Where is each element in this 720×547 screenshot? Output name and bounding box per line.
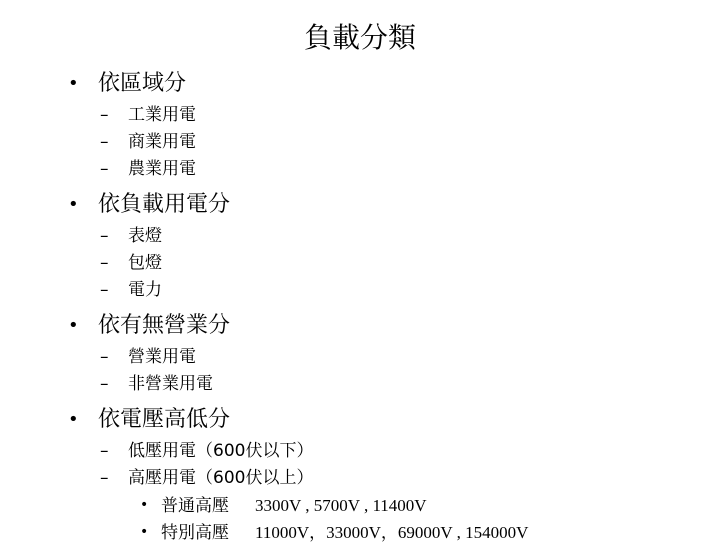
- sub-list-item: [64, 492, 704, 519]
- section-load: [64, 187, 704, 304]
- dash-icon: –: [100, 441, 109, 461]
- bullet-icon: •: [68, 194, 79, 215]
- section-heading: [64, 187, 704, 223]
- bullet-icon: •: [68, 73, 79, 94]
- list-item: – 包燈: [64, 250, 704, 277]
- section-voltage: [64, 402, 704, 546]
- heading-text: 依區域分: [98, 71, 187, 96]
- dash-icon: –: [100, 347, 109, 367]
- list-item: – 營業用電: [64, 344, 704, 371]
- dash-icon: –: [100, 374, 109, 394]
- bullet-icon: •: [140, 497, 149, 513]
- section-heading: [64, 66, 704, 102]
- voltage-class-label: 特別高壓: [161, 523, 229, 543]
- heading-text: 依負載用電分: [98, 192, 231, 217]
- bullet-icon: •: [140, 524, 149, 540]
- bullet-icon: •: [68, 315, 79, 336]
- list-item: – 工業用電: [64, 102, 704, 129]
- heading-text: 依電壓高低分: [98, 407, 231, 432]
- section-business: [64, 308, 704, 398]
- dash-icon: –: [100, 226, 109, 246]
- section-heading: [64, 402, 704, 438]
- dash-icon: –: [100, 105, 109, 125]
- voltage-values: 3300V , 5700V , 11400V: [255, 496, 427, 515]
- dash-icon: –: [100, 468, 109, 488]
- dash-icon: –: [100, 159, 109, 179]
- voltage-values: 11000V，33000V，69000V , 154000V: [255, 523, 529, 542]
- heading-text: 依有無營業分: [98, 313, 231, 338]
- bullet-icon: •: [68, 409, 79, 430]
- section-heading: [64, 308, 704, 344]
- dash-icon: –: [100, 253, 109, 273]
- list-item: – 低壓用電（600伏以下）: [64, 438, 704, 465]
- page-title: 負載分類: [303, 21, 416, 54]
- list-item: – 農業用電: [64, 156, 704, 183]
- voltage-class-label: 普通高壓: [161, 496, 229, 516]
- section-region: [64, 66, 704, 183]
- dash-icon: –: [100, 280, 109, 300]
- sub-list-item: [64, 519, 704, 546]
- list-item: – 表燈: [64, 223, 704, 250]
- list-item: – 非營業用電: [64, 371, 704, 398]
- list-item: – 商業用電: [64, 129, 704, 156]
- list-item: – 電力: [64, 277, 704, 304]
- slide-content: [64, 66, 704, 546]
- list-item: – 高壓用電（600伏以上）: [64, 465, 704, 492]
- dash-icon: –: [100, 132, 109, 152]
